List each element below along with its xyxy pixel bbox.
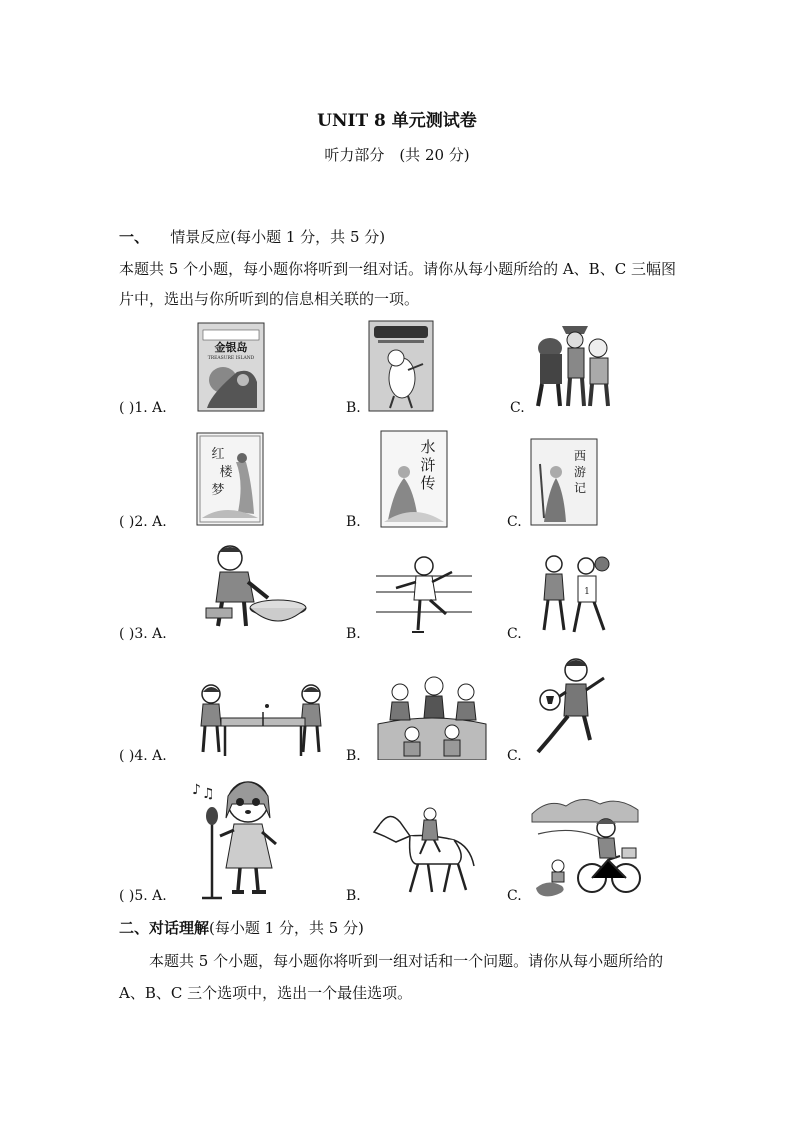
journey-west-book-icon xyxy=(530,438,598,526)
page-subtitle: 听力部分 (共 20 分) xyxy=(324,146,470,164)
girl-riding-horse-icon xyxy=(370,806,478,898)
question-4-label: ( )4. A. xyxy=(119,748,167,764)
section1-instruction: 本题共 5 个小题，每小题你将听到一组对话。请你从每小题所给的 A、B、C 三幅图片中，选出与你所听到的信息相关联的一项。 xyxy=(119,260,676,308)
treasure-island-book-icon xyxy=(197,322,265,412)
svg-text:游: 游 xyxy=(573,465,587,479)
svg-text:1: 1 xyxy=(584,587,590,597)
toy-story-characters-icon xyxy=(530,318,616,410)
svg-text:记: 记 xyxy=(573,481,587,495)
section1-title: 情景反应(每小题 1 分，共 5 分) xyxy=(170,228,386,246)
option-1-b: B. xyxy=(346,400,361,416)
boy-football-icon xyxy=(528,656,610,760)
book-a2-title-2: 楼 xyxy=(219,465,233,480)
section2-instruction: 本题共 5 个小题，每小题你将听到一组对话和一个问题。请你从每小题所给的 A、B、C 三个选项中，选出一个最佳选项。 xyxy=(119,952,664,1002)
option-2-b: B. xyxy=(346,514,361,530)
book-a1-subtitle: TREASURE ISLAND xyxy=(207,356,255,361)
kids-band-icon xyxy=(376,676,488,760)
svg-text:♫: ♫ xyxy=(202,786,215,802)
option-4-b: B. xyxy=(346,748,361,764)
section2-heading xyxy=(119,917,364,938)
question-3-label: ( )3. A. xyxy=(119,626,167,642)
svg-text:♪: ♪ xyxy=(192,782,201,798)
option-3-c: C. xyxy=(507,626,522,642)
option-5-b: B. xyxy=(346,888,361,904)
book-a2-title-1: 红 xyxy=(211,447,225,462)
girl-ice-skating-icon xyxy=(376,548,472,640)
svg-text:水: 水 xyxy=(420,438,436,456)
section1-number: 一、 xyxy=(119,228,150,246)
water-margin-book-icon xyxy=(380,430,448,528)
svg-text:浒: 浒 xyxy=(420,456,436,474)
red-mansion-book-icon xyxy=(196,432,264,526)
cartoon-dragon-book-icon xyxy=(368,320,434,412)
section1-heading xyxy=(119,226,385,247)
girl-singing-icon xyxy=(190,774,288,902)
option-1-c: C. xyxy=(510,400,525,416)
question-1-label: ( )1. A. xyxy=(119,400,167,416)
kids-basketball-icon xyxy=(538,554,612,636)
option-5-c: C. xyxy=(507,888,522,904)
girl-washing-clothes-icon xyxy=(198,542,308,636)
option-2-c: C. xyxy=(507,514,522,530)
question-5-label: ( )5. A. xyxy=(119,888,167,904)
girl-cycling-icon xyxy=(528,794,642,902)
book-a2-title-3: 梦 xyxy=(211,483,225,498)
option-4-c: C. xyxy=(507,748,522,764)
section2-points: (每小题 1 分，共 5 分) xyxy=(209,919,364,937)
svg-text:传: 传 xyxy=(420,474,436,492)
boys-table-tennis-icon xyxy=(193,682,331,758)
book-a1-title: 金银岛 xyxy=(214,341,248,354)
question-2-label: ( )2. A. xyxy=(119,514,167,530)
svg-text:西: 西 xyxy=(573,449,587,463)
option-3-b: B. xyxy=(346,626,361,642)
page-title: UNIT 8 单元测试卷 xyxy=(317,111,477,131)
section2-title: 二、对话理解 xyxy=(119,919,210,937)
